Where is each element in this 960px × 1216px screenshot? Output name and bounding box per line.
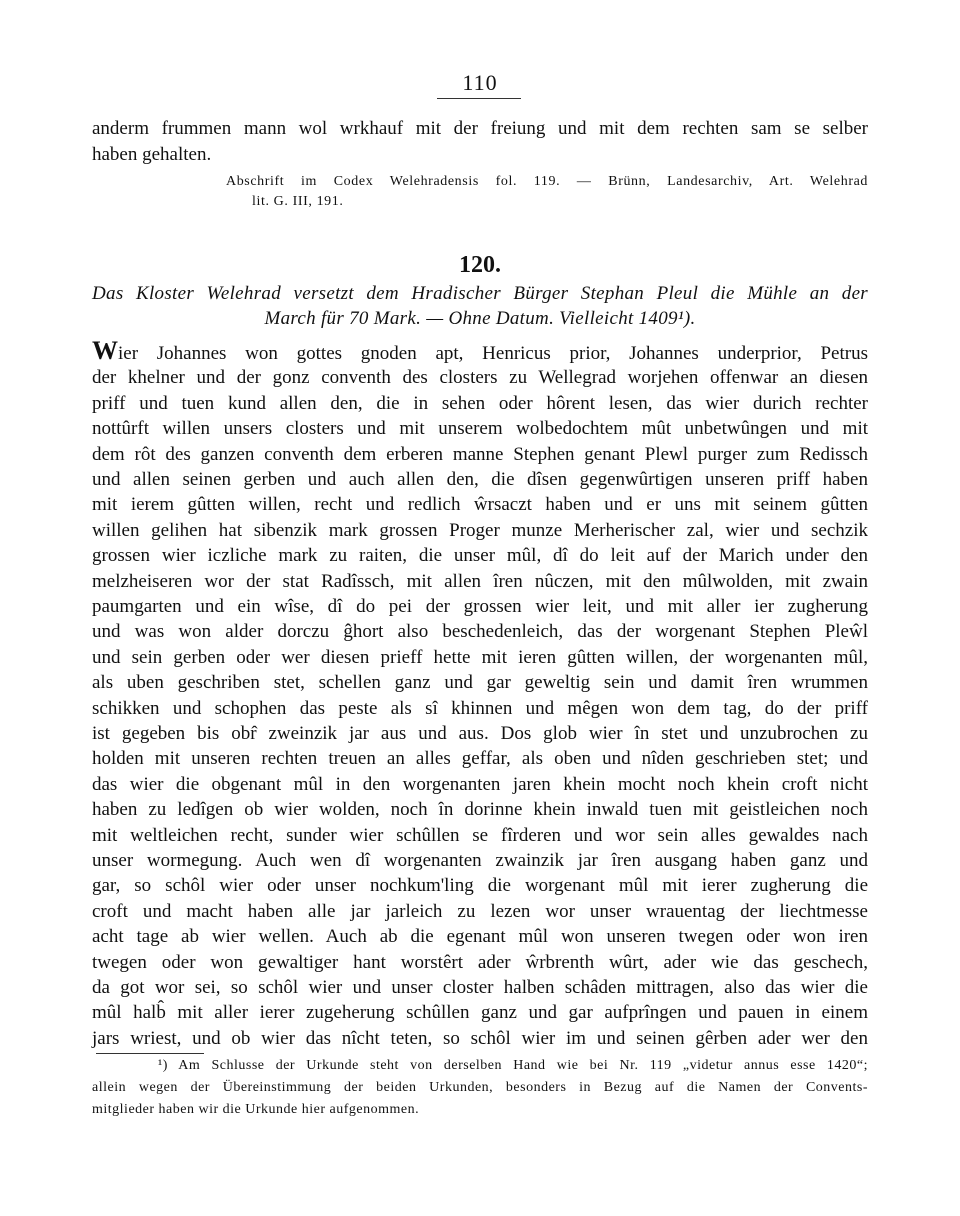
body-line: ist gegeben bis obr̂ zweinzik jar aus und aus. Dos glob wier în stet und unzubrochen zu: [92, 723, 868, 744]
body-line: schikken und schophen das peste als sî khinnen und mêgen won dem tag, do der priff: [92, 697, 868, 719]
intro-line: haben gehalten.: [92, 144, 212, 165]
document-heading-line: Das Kloster Welehrad versetzt dem Hradischer Bürger Stephan Pleul die Mühle an der: [92, 283, 868, 304]
footnote-line: ¹) Am Schlusse der Urkunde steht von derselben Hand wie bei Nr. 119 „videtur annus esse 1420“;: [158, 1058, 868, 1073]
body-line: da got wor sei, so schôl wier und unser closter halben schâden mittragen, also das wier die: [92, 977, 868, 998]
body-line: twegen oder won gewaltiger hant worstêrt ader ŵrbrenth wûrt, ader wie das geschech,: [92, 951, 868, 973]
body-line-text: ier Johannes won gottes gnoden apt, Henricus prior, Johannes underprior, Petrus: [118, 343, 868, 364]
body-line: als uben geschriben stet, schellen ganz und gar geweltig sein und damit îren wrummen: [92, 672, 868, 694]
body-line: mûl halb̂ mit aller ierer zugeherung schûllen ganz und gar aufprîngen und pauen in einem: [92, 1002, 868, 1024]
body-line: gar, so schôl wier oder unser nochkum'ling die worgenant mûl mit ierer zugherung die: [92, 875, 868, 897]
body-line: nottûrft willen unsers closters und mit unserem wolbedochtem mût unbetwûngen und mit: [92, 418, 868, 440]
footnote-line: allein wegen der Übereinstimmung der beiden Urkunden, besonders in Bezug auf die Namen der Convents-: [92, 1080, 868, 1095]
body-line: dem rôt des ganzen conventh dem erberen manne Stephen genant Plewl purger zum Redissch: [92, 443, 868, 465]
footnote-rule: [96, 1053, 204, 1054]
body-line: acht tage ab wier wellen. Auch ab die egenant mûl won unseren twegen oder won iren: [92, 926, 868, 948]
body-line: mit ierem gûtten willen, recht und redlich ŵrsaczt haben und er uns mit seinem gûtten: [92, 494, 868, 516]
page-number-rule: [437, 98, 521, 99]
body-line: der khelner und der gonz conventh des closters zu Wellegrad worjehen offenwar an diesen: [92, 367, 868, 389]
document-heading-line: March für 70 Mark. — Ohne Datum. Vielleicht 1409¹).: [264, 308, 696, 329]
body-line: das wier die obgenant mûl in den worgenanten jaren khein mocht noch khein croft nicht: [92, 773, 868, 795]
body-line: mit weltleichen recht, sunder wier schûllen se fîrderen und wor sein alles gewaldes nach: [92, 824, 868, 846]
document-number: 120.: [459, 252, 501, 278]
body-line: croft und macht haben alle jar jarleich zu lezen wor unser wrauentag der liechtmesse: [92, 900, 868, 922]
body-line: priff und tuen kund allen den, die in sehen oder hôrent lesen, das wier durich rechter: [92, 392, 868, 414]
body-line: jars wriest, und ob wier das nîcht teten, so schôl wier im und seinen gêrben ader wer den: [92, 1027, 868, 1049]
body-line: holden mit unseren rechten treuen an alles geffar, als oben und nîden geschrieben stet; und: [92, 748, 868, 770]
body-line: willen gelihen hat sibenzik mark grossen Proger munze Merherischer zal, wier und sechzik: [92, 519, 868, 541]
source-note-line: Abschrift im Codex Welehradensis fol. 119. — Brünn, Landesarchiv, Art. Welehrad: [226, 174, 868, 189]
body-line: und allen seinen gerben und auch allen den, die dîsen gegenwûrtigen unseren priff haben: [92, 469, 868, 490]
footnote-line: mitglieder haben wir die Urkunde hier aufgenommen.: [92, 1102, 420, 1117]
body-line: paumgarten und ein wîse, dî do pei der grossen wier leit, und mit aller ier zugherung: [92, 596, 868, 617]
page-number: 110: [462, 70, 498, 95]
body-line: unser wormegung. Auch wen dî worgenanten zwainzik jar îren ausgang haben ganz und: [92, 850, 868, 871]
body-line: haben zu ledîgen ob wier wolden, noch în dorinne khein inwald tuen mit geistleichen noch: [92, 799, 868, 821]
body-line: melzheiseren wor der stat Radîssch, mit allen îren nûczen, mit den mûlwolden, mit zwain: [92, 570, 868, 592]
body-line: [92, 336, 868, 366]
drop-cap: W: [92, 336, 118, 365]
body-line: und sein gerben oder wer diesen prieff hette mit ieren gûtten willen, der worgenanten mûl,: [92, 646, 868, 668]
source-note-line: lit. G. III, 191.: [252, 194, 344, 209]
intro-line: anderm frummen mann wol wrkhauf mit der freiung und mit dem rechten sam se selber: [92, 118, 868, 139]
body-line: grossen wier iczliche mark zu raiten, die unser mûl, dî do leit auf der Marich under den: [92, 545, 868, 567]
body-line: und was won alder dorczu ĝhort also beschedenleich, das der worgenant Stephen Pleŵl: [92, 621, 868, 643]
